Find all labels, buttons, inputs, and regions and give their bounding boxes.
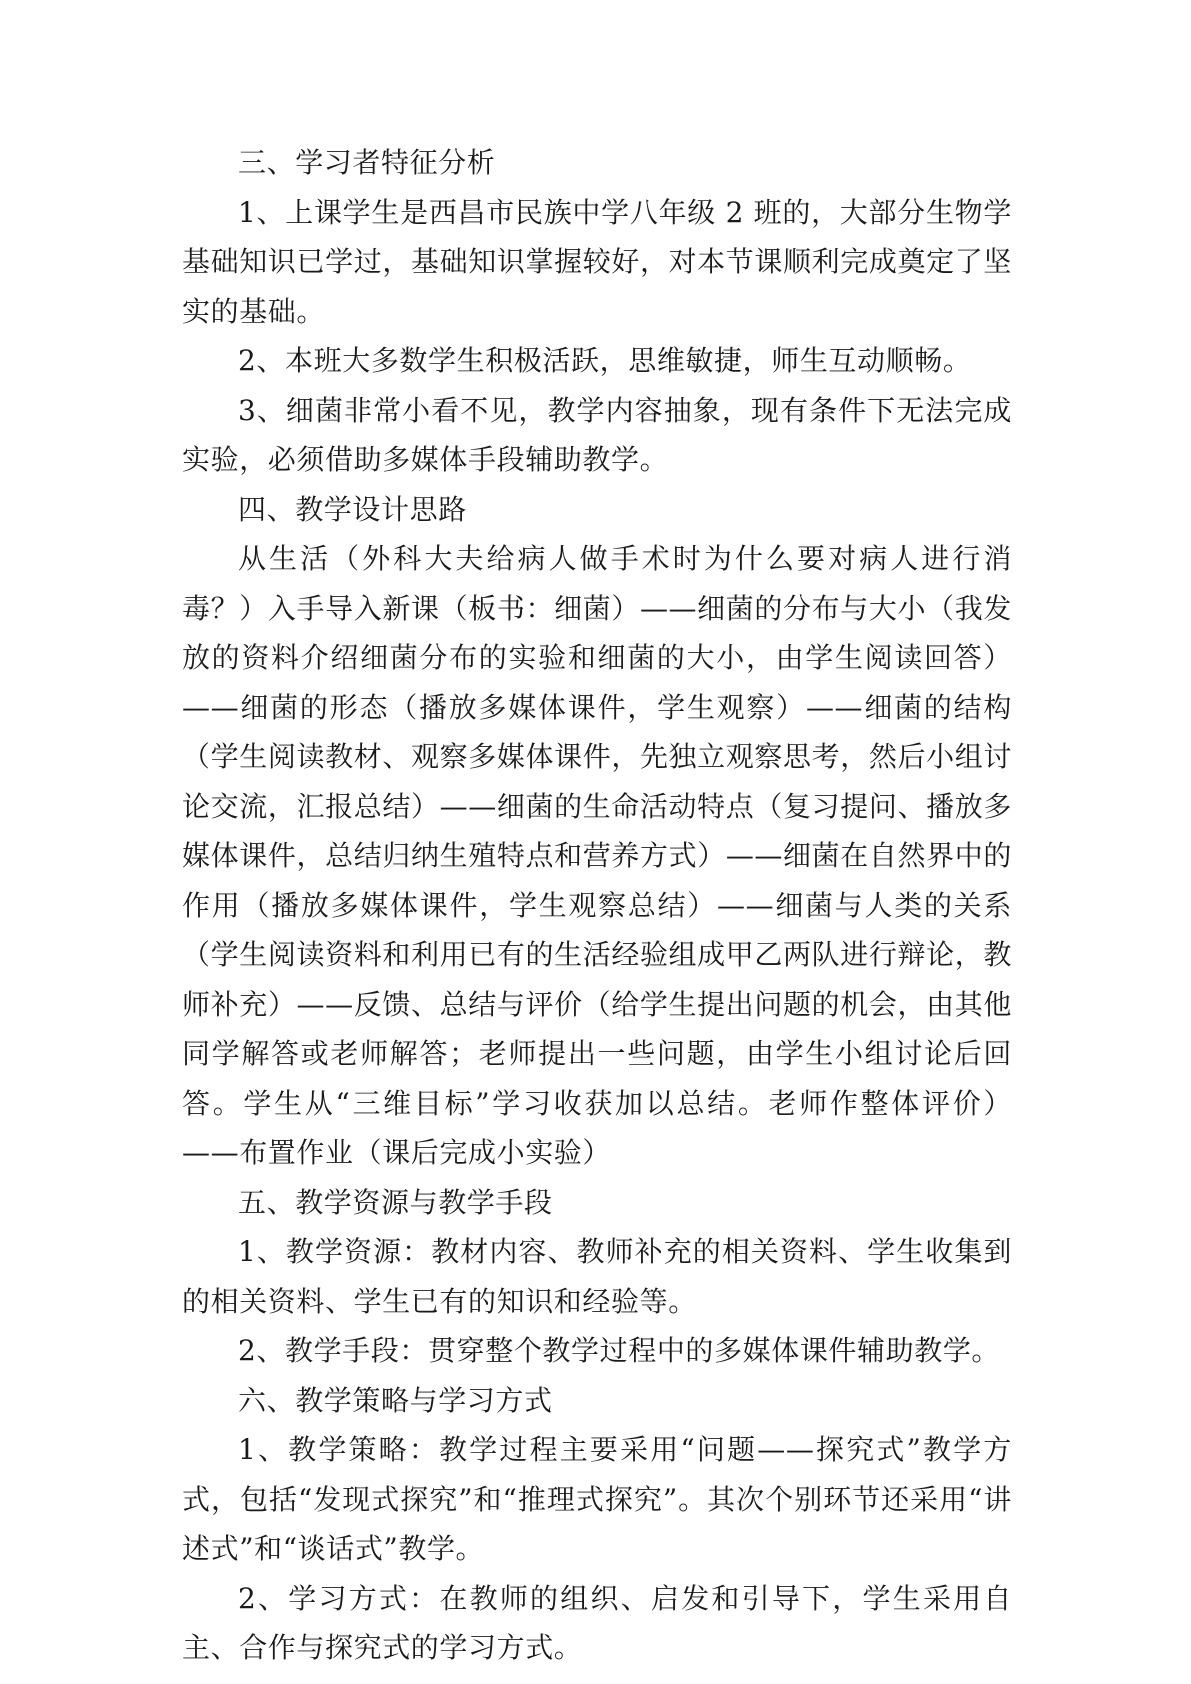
paragraph-learner-point-1: 1、上课学生是西昌市民族中学八年级 2 班的，大部分生物学基础知识已学过，基础知识掌握较好，对本节课顺利完成奠定了坚实的基础。 xyxy=(182,195,1012,328)
document-body xyxy=(182,138,1012,1673)
paragraph-resources-point-1: 1、教学资源：教材内容、教师补充的相关资料、学生收集到的相关资料、学生已有的知识和经验等。 xyxy=(182,1235,1012,1318)
paragraph-resources-point-2: 2、教学手段：贯穿整个教学过程中的多媒体课件辅助教学。 xyxy=(238,1334,1001,1367)
paragraph-learner-point-2: 2、本班大多数学生积极活跃，思维敏捷，师生互动顺畅。 xyxy=(238,344,972,377)
paragraph-strategy-point-1: 1、教学策略：教学过程主要采用“问题——探究式”教学方式，包括“发现式探究”和“推理式探究”。其次个别环节还采用“讲述式”和“谈话式”教学。 xyxy=(182,1433,1012,1565)
section-heading-strategy: 六、教学策略与学习方式 xyxy=(238,1383,553,1417)
section-heading-learner-analysis: 三、学习者特征分析 xyxy=(238,146,496,179)
paragraph-learner-point-3: 3、细菌非常小看不见，教学内容抽象，现有条件下无法完成实验，必须借助多媒体手段辅助教学。 xyxy=(182,393,1012,476)
section-heading-design-ideas: 四、教学设计思路 xyxy=(238,492,467,526)
section-heading-resources: 五、教学资源与教学手段 xyxy=(238,1185,553,1219)
paragraph-design-flow: 从生活（外科大夫给病人做手术时为什么要对病人进行消毒？）入手导入新课（板书：细菌）——细菌的分布与大小（我发放的资料介绍细菌分布的实验和细菌的大小，由学生阅读回答）——细菌的形态（播放多媒体课件，学生观察）——细菌的结构（学生阅读教材、观察多媒体课件，先独立观察思考，然后小组讨论交流，汇报总结）——细菌的生命活动特点（复习提问、播放多媒体课件，总结归纳生殖特点和营养方式）——细菌在自然界中的作用（播放多媒体课件，学生观察总结）——细菌与人类的关系（学生阅读资料和利用已有的生活经验组成甲乙两队进行辩论，教师补充）——反馈、总结与评价（给学生提出问题的机会，由其他同学解答或老师解答；老师提出一些问题，由学生小组讨论后回答。学生从“三维目标”学习收获加以总结。老师作整体评价）——布置作业（课后完成小实验） xyxy=(182,542,1012,1169)
paragraph-strategy-point-2: 2、学习方式：在教师的组织、启发和引导下，学生采用自主、合作与探究式的学习方式。 xyxy=(182,1581,1012,1664)
